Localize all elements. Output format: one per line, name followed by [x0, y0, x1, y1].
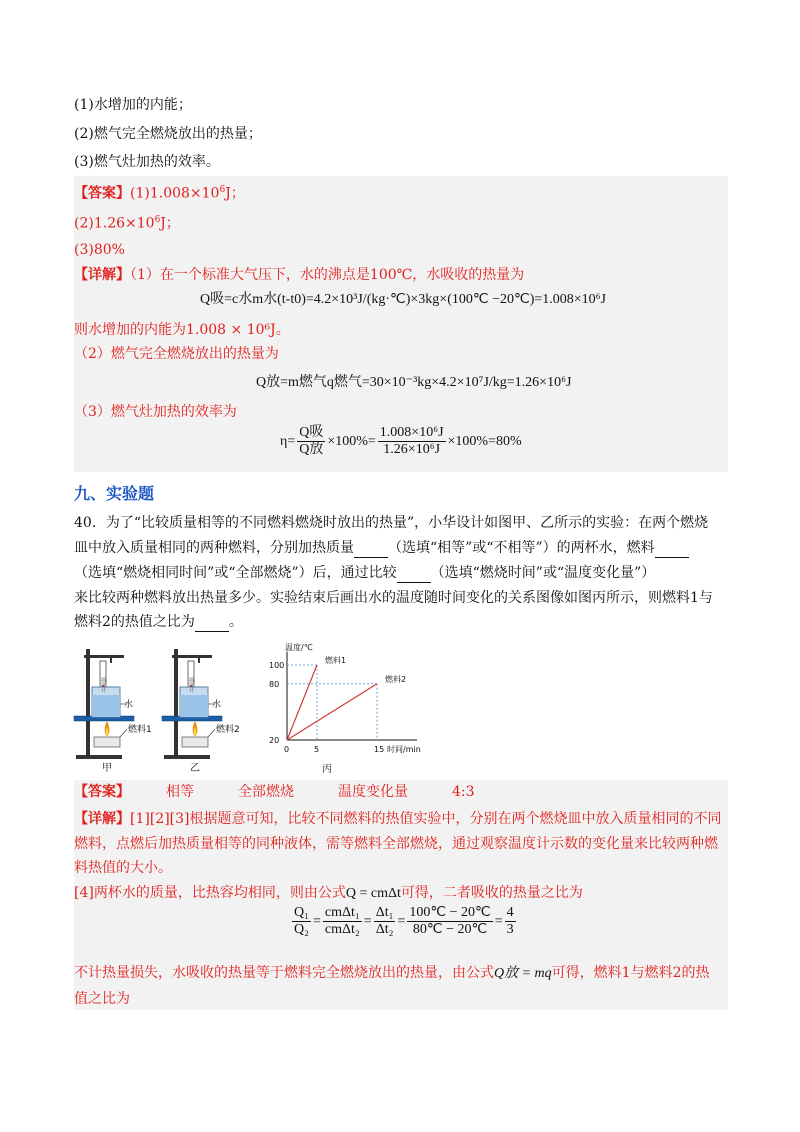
q40-line-2-b: （选填“相等”或“不相等”）的两杯水，燃料 [388, 540, 655, 556]
q40-line-1: 40．为了“比较质量相等的不同燃料燃烧时放出的热量”，小华设计如图甲、乙所示的实验：在两个燃烧 [74, 515, 709, 531]
temperature-time-chart [262, 640, 432, 775]
q40-line-5 [74, 612, 243, 632]
answer-2-exponent: 6 [154, 215, 161, 225]
formula-heat-released: Q放=m燃气q燃气=30×10⁻³kg×4.2×10⁷J/kg=1.26×10⁶J [256, 375, 572, 390]
answer-blank-4[interactable] [195, 617, 229, 632]
q40-line-5-a: 燃料2的热值之比为 [74, 614, 195, 630]
ratio-frac-5 [505, 905, 516, 938]
label-jia: 甲 [102, 763, 112, 774]
apparatus-figure [70, 645, 270, 775]
label-thermometer-jia: 温度计 [100, 677, 106, 692]
question-part-3: (3)燃气灶加热的效率。 [74, 154, 220, 170]
answer-2-value: (2)1.26×10 [74, 215, 155, 232]
formula-heat-absorbed: Q吸=c水m水(t-t0)=4.2×10³J/(kg·℃)×3kg×(100℃ −20℃)=1.008×10⁶J [200, 292, 606, 307]
ratio-d4: 80℃ − 20℃ [412, 922, 488, 937]
q40-line-3-a: （选填“燃烧相同时间”或“全部燃烧”）后，通过比较 [74, 565, 397, 581]
label-water-yi: 水 [212, 700, 222, 710]
answer-blank-1[interactable] [354, 543, 388, 558]
ratio-d5: 3 [506, 922, 514, 937]
detail-2-line-5 [74, 963, 710, 984]
answer-tag: 【答案】 [74, 185, 130, 202]
y-tick-label: 20 [269, 736, 280, 745]
answer-2-item-3: 温度变化量 [338, 784, 408, 800]
detail-1-line-2: 则水增加的内能为1.008 × 10⁶J。 [74, 322, 290, 338]
series-label: 燃料1 [325, 656, 347, 665]
y-axis-label: 温度/℃ [285, 643, 313, 652]
detail-1-line-3: （2）燃气完全燃烧放出的热量为 [74, 346, 279, 362]
ratio-d2: cmΔt₂ [324, 922, 360, 937]
formula-q-mq: Q放 = mq [494, 966, 552, 981]
ratio-n2: cmΔt₁ [324, 905, 360, 920]
q40-line-2 [74, 538, 689, 558]
label-water-jia: 水 [124, 700, 134, 710]
y-tick-label: 100 [269, 661, 285, 670]
detail-2-line-3: 料热值的大小。 [74, 860, 172, 876]
answer-1-line-1 [74, 180, 245, 204]
label-thermometer-yi: 温度计 [188, 677, 194, 692]
detail-2-line-6: 值之比为 [74, 991, 130, 1007]
answer-2-item-2: 全部燃烧 [238, 784, 294, 800]
formula-q-cm-dt: Q = cmΔt [345, 886, 401, 901]
answer-1-value: (1)1.008×10 [130, 185, 220, 202]
answer-blank-2[interactable] [655, 543, 689, 558]
ratio-n4: 100℃ − 20℃ [409, 905, 491, 920]
x-axis-label: 时间/min [387, 745, 421, 754]
detail-2-tag: 【详解】 [74, 811, 130, 827]
answer-1-exponent: 6 [219, 185, 226, 195]
detail-2-text-5a: 不计热量损失，水吸收的热量等于燃料完全燃烧放出的热量，由公式 [74, 965, 494, 981]
ratio-frac-1 [292, 905, 311, 938]
formula-efficiency [280, 425, 522, 458]
fraction-q-num: Q吸 [299, 425, 324, 440]
ratio-n5: 4 [506, 905, 514, 920]
label-fuel1: 燃料1 [128, 725, 152, 735]
answer-blank-3[interactable] [397, 568, 431, 583]
detail-2-line-4 [74, 883, 583, 904]
section-title: 九、实验题 [74, 484, 155, 503]
detail-2-text-4a: [4]两杯水的质量，比热容均相同，则由公式 [74, 885, 346, 901]
detail-2-line-2: 燃料，点燃后加热质量相等的同种液体，需等燃料全部燃烧，通过观察温度计示数的变化量来比较两种燃 [74, 836, 718, 852]
detail-2-text-4b: 可得，二者吸收的热量之比为 [400, 885, 583, 901]
ratio-d1: Q₂ [294, 922, 309, 937]
detail-2-text-5b: 可得，燃料1与燃料2的热 [551, 965, 710, 981]
y-tick-label: 80 [269, 679, 280, 689]
fraction-values [378, 425, 446, 458]
question-part-1: (1)水增加的内能； [74, 97, 192, 113]
efficiency-mid: ×100%= [327, 433, 376, 449]
detail-1-text: （1）在一个标准大气压下，水的沸点是100℃，水吸收的热量为 [130, 267, 525, 283]
answer-2-item-1: 相等 [166, 784, 194, 800]
detail-tag: 【详解】 [74, 267, 130, 283]
ratio-frac-4 [407, 905, 492, 938]
q40-line-5-b: 。 [228, 614, 243, 630]
answer-2-tag: 【答案】 [74, 784, 130, 800]
efficiency-eta: η= [280, 433, 296, 449]
label-fuel2: 燃料2 [216, 725, 240, 735]
x-tick-label: 15 [374, 745, 385, 754]
fraction-q [297, 425, 325, 458]
fraction-values-num: 1.008×10⁶J [379, 425, 444, 440]
fraction-q-den: Q放 [299, 442, 324, 457]
ratio-n3: Δt₁ [375, 905, 394, 920]
ratio-frac-3 [374, 905, 396, 938]
x-tick-label: 5 [314, 745, 320, 754]
series-label: 燃料2 [385, 674, 407, 684]
ratio-d3: Δt₂ [375, 922, 394, 937]
detail-2-text-1: [1][2][3]根据题意可知，比较不同燃料的热值实验中，分别在两个燃烧皿中放入质量相同的不同 [130, 811, 722, 827]
answer-1-unit: J； [225, 185, 245, 202]
q40-line-3 [74, 563, 655, 583]
answer-2-item-4: 4:3 [452, 784, 475, 800]
question-part-2: (2)燃气完全燃烧放出的热量； [74, 126, 262, 142]
detail-1-line-4: （3）燃气灶加热的效率为 [74, 404, 237, 420]
formula-ratio: $\frac{\text{Q₁}}{\text{Q₂}}$ = $\frac{\text{cmΔt₁}}{\text{cmΔt₂}}$ = $\frac{\text{Δt₁}}{\text{Δt₂}}$ = $\frac{100℃ - 20℃}{80℃ - 20℃}$ = $\frac{4}{3}$ [294, 905, 514, 937]
ratio-n1: Q₁ [294, 905, 309, 920]
detail-1-line-1 [74, 265, 524, 285]
answer-2-line [74, 782, 475, 802]
answer-1-line-2 [74, 210, 180, 234]
series-line [287, 665, 317, 740]
fraction-values-den: 1.26×10⁶J [383, 442, 441, 457]
q40-line-4: 来比较两种燃料放出热量多少。实验结束后画出水的温度随时间变化的关系图像如图丙所示，则燃料1与 [74, 590, 713, 606]
q40-line-3-b: （选填“燃烧时间”或“温度变化量”） [430, 565, 656, 581]
answer-2-unit: J； [160, 215, 180, 232]
x-tick-label: 0 [284, 745, 290, 754]
efficiency-result: ×100%=80% [447, 433, 522, 449]
series-line [287, 684, 377, 740]
q40-line-2-a: 皿中放入质量相同的两种燃料，分别加热质量 [74, 540, 354, 556]
ratio-frac-2 [323, 905, 362, 938]
answer-1-line-3: (3)80% [74, 242, 125, 258]
label-yi: 乙 [190, 763, 200, 774]
label-bing: 丙 [322, 764, 332, 775]
detail-2-line-1 [74, 809, 722, 829]
